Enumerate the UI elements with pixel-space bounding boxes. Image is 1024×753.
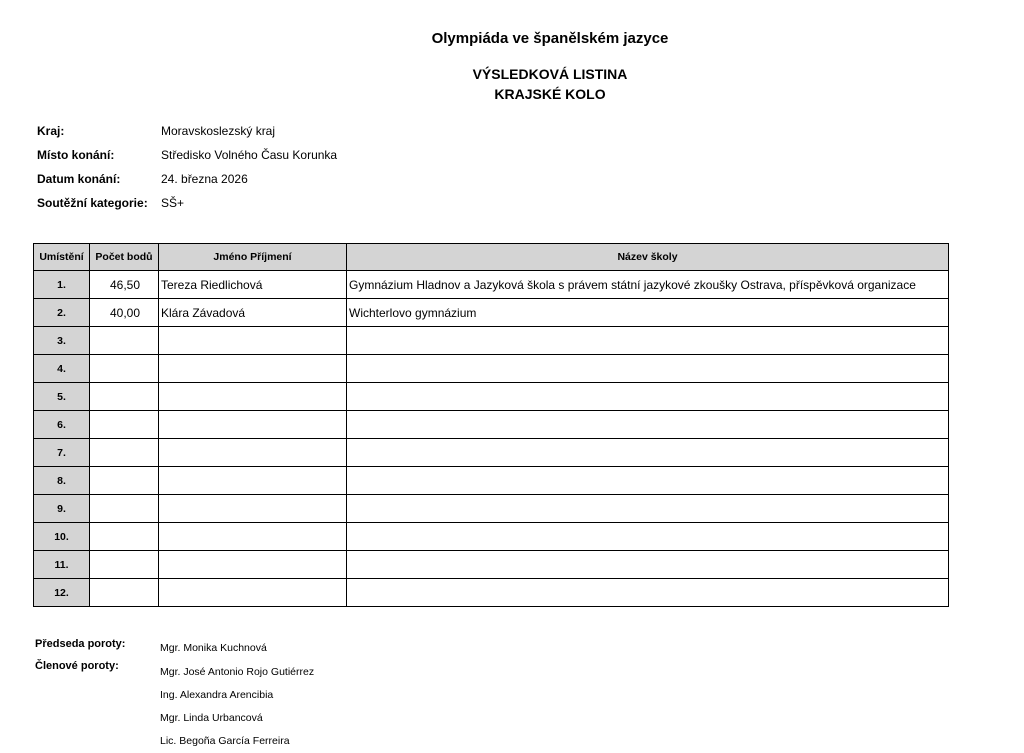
points-cell bbox=[90, 495, 159, 523]
name-cell bbox=[159, 523, 347, 551]
document-heading: VÝSLEDKOVÁ LISTINA bbox=[472, 66, 628, 82]
info-label: Kraj: bbox=[37, 124, 65, 138]
points-cell bbox=[90, 523, 159, 551]
name-cell bbox=[159, 551, 347, 579]
place-cell: 3. bbox=[34, 327, 90, 355]
results-table bbox=[33, 243, 949, 607]
header-points: Počet bodů bbox=[90, 244, 159, 271]
place-cell: 8. bbox=[34, 467, 90, 495]
table-row bbox=[34, 383, 949, 411]
name-cell bbox=[159, 439, 347, 467]
table-header-row bbox=[34, 244, 949, 271]
place-cell: 10. bbox=[34, 523, 90, 551]
header-place: Umístění bbox=[34, 244, 90, 271]
page-title: Olympiáda ve španělském jazyce bbox=[431, 30, 669, 47]
school-cell bbox=[347, 523, 949, 551]
table-row bbox=[34, 299, 949, 327]
school-cell bbox=[347, 495, 949, 523]
table-row bbox=[34, 355, 949, 383]
place-cell: 5. bbox=[34, 383, 90, 411]
table-row bbox=[34, 579, 949, 607]
table-row bbox=[34, 327, 949, 355]
info-value: SŠ+ bbox=[161, 196, 185, 210]
school-cell bbox=[347, 467, 949, 495]
place-cell: 2. bbox=[34, 299, 90, 327]
table-row bbox=[34, 271, 949, 299]
jury-member: Lic. Begoña García Ferreira bbox=[160, 735, 290, 747]
table-row bbox=[34, 551, 949, 579]
name-cell bbox=[159, 411, 347, 439]
points-cell bbox=[90, 383, 159, 411]
points-cell bbox=[90, 551, 159, 579]
school-cell bbox=[347, 411, 949, 439]
school-cell: Wichterlovo gymnázium bbox=[347, 299, 949, 327]
round-heading: KRAJSKÉ KOLO bbox=[494, 86, 606, 102]
name-cell: Klára Závadová bbox=[159, 299, 347, 327]
table-row bbox=[34, 495, 949, 523]
name-cell bbox=[159, 383, 347, 411]
name-cell bbox=[159, 327, 347, 355]
points-cell: 40,00 bbox=[90, 299, 159, 327]
points-cell bbox=[90, 327, 159, 355]
points-cell bbox=[90, 467, 159, 495]
school-cell bbox=[347, 579, 949, 607]
info-label: Místo konání: bbox=[37, 148, 115, 162]
jury-member: Mgr. José Antonio Rojo Gutiérrez bbox=[160, 666, 315, 678]
table-row bbox=[34, 523, 949, 551]
place-cell: 9. bbox=[34, 495, 90, 523]
table-row bbox=[34, 467, 949, 495]
points-cell: 46,50 bbox=[90, 271, 159, 299]
table-row bbox=[34, 411, 949, 439]
points-cell bbox=[90, 411, 159, 439]
jury-member: Mgr. Monika Kuchnová bbox=[160, 642, 267, 654]
place-cell: 12. bbox=[34, 579, 90, 607]
place-cell: 11. bbox=[34, 551, 90, 579]
name-cell bbox=[159, 355, 347, 383]
info-value: Moravskoslezský kraj bbox=[161, 124, 276, 138]
school-cell bbox=[347, 439, 949, 467]
info-value: 24. března 2026 bbox=[161, 172, 248, 186]
place-cell: 7. bbox=[34, 439, 90, 467]
header-school: Název školy bbox=[347, 244, 949, 271]
name-cell: Tereza Riedlichová bbox=[159, 271, 347, 299]
place-cell: 6. bbox=[34, 411, 90, 439]
points-cell bbox=[90, 579, 159, 607]
school-cell: Gymnázium Hladnov a Jazyková škola s právem státní jazykové zkoušky Ostrava, příspěvková organizace bbox=[347, 271, 949, 299]
place-cell: 1. bbox=[34, 271, 90, 299]
jury-members-label: Členové poroty: bbox=[35, 660, 119, 672]
school-cell bbox=[347, 551, 949, 579]
header-name: Jméno Příjmení bbox=[159, 244, 347, 271]
info-value: Středisko Volného Času Korunka bbox=[161, 148, 338, 162]
place-cell: 4. bbox=[34, 355, 90, 383]
name-cell bbox=[159, 467, 347, 495]
info-label: Soutěžní kategorie: bbox=[37, 196, 148, 210]
points-cell bbox=[90, 439, 159, 467]
jury-member: Ing. Alexandra Arencibia bbox=[160, 689, 274, 701]
school-cell bbox=[347, 383, 949, 411]
points-cell bbox=[90, 355, 159, 383]
jury-member: Mgr. Linda Urbancová bbox=[160, 712, 263, 724]
jury-chair-label: Předseda poroty: bbox=[35, 638, 126, 650]
table-row bbox=[34, 439, 949, 467]
school-cell bbox=[347, 355, 949, 383]
school-cell bbox=[347, 327, 949, 355]
info-label: Datum konání: bbox=[37, 172, 121, 186]
name-cell bbox=[159, 495, 347, 523]
name-cell bbox=[159, 579, 347, 607]
